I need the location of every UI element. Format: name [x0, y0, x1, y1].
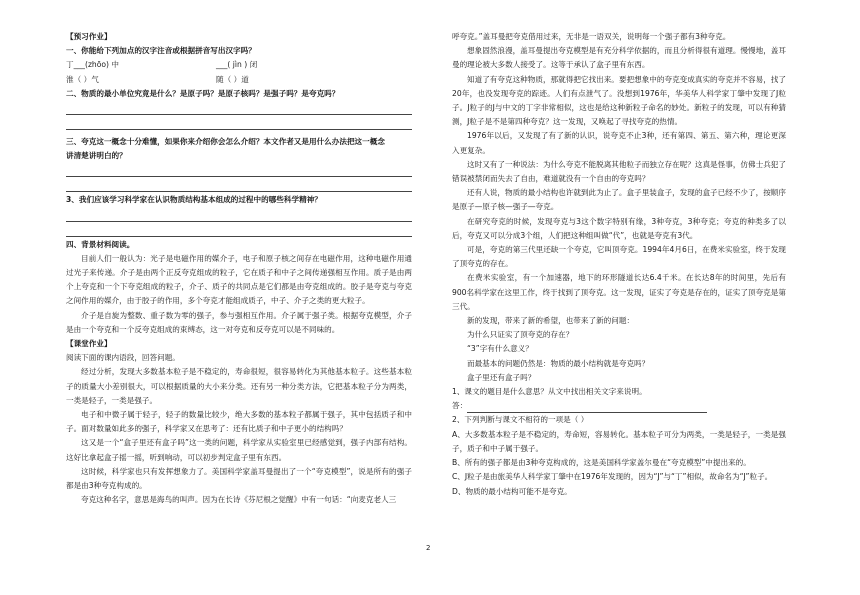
question-4: 3、我们应该学习科学家在认识物质结构基本组成的过程中的哪些科学精神？: [66, 195, 322, 205]
reading-paragraph: 电子和中微子属于轻子，轻子的数量比较少，绝大多数的基本粒子都属于强子，其中包括质子和中子。面对数量如此多的强子，科学家又在思考了：还有比质子和中子更小的结构吗？: [66, 410, 412, 434]
pinyin-item: ___( jìn ) 闭: [216, 60, 258, 70]
choice-option: B、所有的强子都是由3种夸克构成的，这是美国科学家盖尔曼在“夸克模型”中提出来的。: [452, 458, 751, 468]
preview-title: 【预习作业】: [66, 32, 112, 41]
answer-line[interactable]: [66, 178, 412, 192]
reading-paragraph: 经过分析，发现大多数基本粒子是不稳定的，寿命很短，很容易转化为其他基本粒子。这些基本粒子的质量大小差别很大，可以根据质量的大小来分类。还有另一种分类方法，它把基本粒子分为两类，一类是轻子，一类是强子。: [66, 367, 412, 405]
reading-paragraph: 知道了有夸克这种物质，那就得把它找出来。要把想象中的夸克变成真实的夸克并不容易，找了20年，也没发现夸克的踪迹。人们有点泄气了。没想到1976年，华美华人科学家丁肇中发现了J粒子。J粒子的J与中文的丁字非常相似，这也是给这种新粒子命名的妙处。新粒子的发现，可以有种猜测，J粒子是不是第四种夸克？这一发现，又唤起了寻找夸克的热情。: [452, 74, 786, 127]
reading-paragraph: 可是，夸克的第三代里还缺一个夸克，它叫顶夸克。1994年4月6日，在费米实验室，终于发现了顶夸克的存在。: [452, 245, 786, 269]
new-question: “3”字有什么意义？: [467, 344, 533, 354]
reading-paragraph: 这又是一个“盒子里还有盒子吗”这一类的问题，科学家从实验室里已经感觉到，强子内部有结构。这好比拿起盒子摇一摇，听到响动，可以初步判定盒子里有东西。: [66, 438, 412, 462]
reading-paragraph: 这时候，科学家也只有发挥想象力了。美国科学家盖耳曼提出了一个“夸克模型”，说是所有的强子都是由3种夸克构成的。: [66, 466, 412, 491]
pinyin-row-2: [66, 73, 412, 87]
reading-paragraph: 这时又有了一种说法：为什么夸克不能脱离其他粒子而独立存在呢？这真是怪事，仿佛士兵犯了错误被禁闭而失去了自由，难道就没有一个自由的夸克吗？: [452, 159, 786, 184]
pinyin-row-1: [66, 58, 412, 72]
answer-line[interactable]: [66, 116, 412, 130]
new-question: 盒子里还有盒子吗？: [467, 372, 536, 382]
new-question: 为什么只证实了顶夸克的存在？: [467, 330, 574, 340]
reading-paragraph: 在研究夸克的时候，发现夸克与3这个数字特别有缘，3种夸克，3种夸克；夸克的种类多了以后，夸克又可以分成3个组，人们把这种组叫做“代”，也就是夸克有3代。: [452, 216, 786, 240]
right-column: [452, 30, 786, 499]
exercise-question-1: 1、课文的题目是什么意思？从文中找出相关文字来说明。: [452, 387, 647, 397]
answer-line[interactable]: [66, 223, 412, 237]
background-paragraph: 介子是自旋为整数、重子数为零的强子，参与强相互作用。介子属于强子类。根据夸克模型，介子是由一个夸克和一个反夸克组成的束缚态，这一对夸克和反夸克可以是不同味的。: [66, 310, 412, 334]
reading-paragraph: 在费米实验室，有一个加速器，地下的环形隧道长达6.4千米。在长达8年的时间里，先后有900名科学家在这里工作，终于找到了顶夸克。这一发现，证实了夸克是存在的，证实了顶夸克是第三代。: [452, 273, 786, 311]
page-number: 2: [426, 544, 431, 552]
answer-row: [452, 399, 786, 413]
question-3-line-2: 讲清楚讲明白的？: [66, 151, 127, 161]
exercise-question-2: 2、下列判断与课文不相符的一项是（ ）: [452, 415, 589, 425]
new-question: 而最基本的问题仍然是：物质的最小结构就是夸克吗？: [467, 358, 650, 368]
choice-option: C、J粒子是由旅美华人科学家丁肇中在1976年发现的，因为“J”与“丁”相似，故命名为“J”粒子。: [452, 472, 773, 482]
reading-paragraph: 想象固然浪漫，盖耳曼提出夸克模型是有充分科学依据的，而且分析得很有道理。慢慢地，盖耳曼的理论被大多数人接受了。这等于承认了盒子里有东西。: [452, 46, 786, 70]
pinyin-item: 淮（ ）气: [66, 74, 99, 84]
reading-paragraph: 呼夸克。”盖耳曼把夸克借用过来，无非是一语双关，说明每一个强子都有3种夸克。: [452, 32, 731, 41]
choice-option: D、物质的最小结构可能不是夸克。: [452, 486, 572, 496]
answer-line[interactable]: [66, 101, 412, 115]
question-2: 二、物质的最小单位究竟是什么？是原子吗？是原子核吗？是强子吗？是夸克吗？: [66, 88, 340, 98]
answer-line[interactable]: [467, 402, 707, 413]
left-column: [66, 30, 412, 507]
background-paragraph: 目前人们一般认为：光子是电磁作用的媒介子，电子和原子核之间存在电磁作用，这种电磁作用通过光子来传递。介子是由两个正反夸克组成的粒子，它在质子和中子之间传递强相互作用。质子是由两个上夸克和一个下夸克组成的粒子，介子、质子的共同点是它们都是由夸克组成的。胶子是夸克与夸克之间作用的媒介，由于胶子的作用，多个夸克才能组成质子，中子、介子之类的更大粒子。: [66, 253, 412, 306]
reading-paragraph: 还有人说，物质的最小结构也许就到此为止了。盒子里装盒子，发现的盒子已经不少了，按顺序是原子—原子核—强子—夸克。: [452, 188, 786, 212]
pinyin-item: 丁___(zhōo) 中: [66, 60, 120, 70]
answer-label: 答：: [452, 401, 468, 411]
classwork-intro: 阅读下面的课内语段，回答问题。: [66, 353, 180, 363]
reading-paragraph: 夸克这种名字，意思是海鸟的叫声。因为在长诗《芬尼根之觉醒》中有一句话：“向麦克老人三: [81, 495, 397, 505]
classwork-title: 【课堂作业】: [66, 339, 112, 349]
pinyin-item: 随（ ）道: [216, 74, 249, 84]
question-3-line-1: 三、夸克这一概念十分难懂，如果你来介绍你会怎么介绍？本文作者又是用什么办法把这一概念: [66, 137, 385, 147]
answer-line[interactable]: [66, 163, 412, 177]
choice-option: A、大多数基本粒子是不稳定的，寿命短，容易转化。基本粒子可分为两类，一类是轻子，一类是强子，质子和中子属于强子。: [452, 429, 786, 453]
question-1: 一、你能给下列加点的汉字注音或根据拼音写出汉字吗？: [66, 46, 256, 56]
answer-line[interactable]: [66, 208, 412, 222]
reading-paragraph: 1976年以后，又发现了有了新的认识，说夸克不止3种，还有第四、第五、第六种，理论更深入更复杂。: [452, 131, 786, 155]
background-title: 四、背景材料阅读。: [66, 239, 135, 249]
new-discovery-line: 新的发现，带来了新的希望，也带来了新的问题：: [467, 316, 635, 326]
